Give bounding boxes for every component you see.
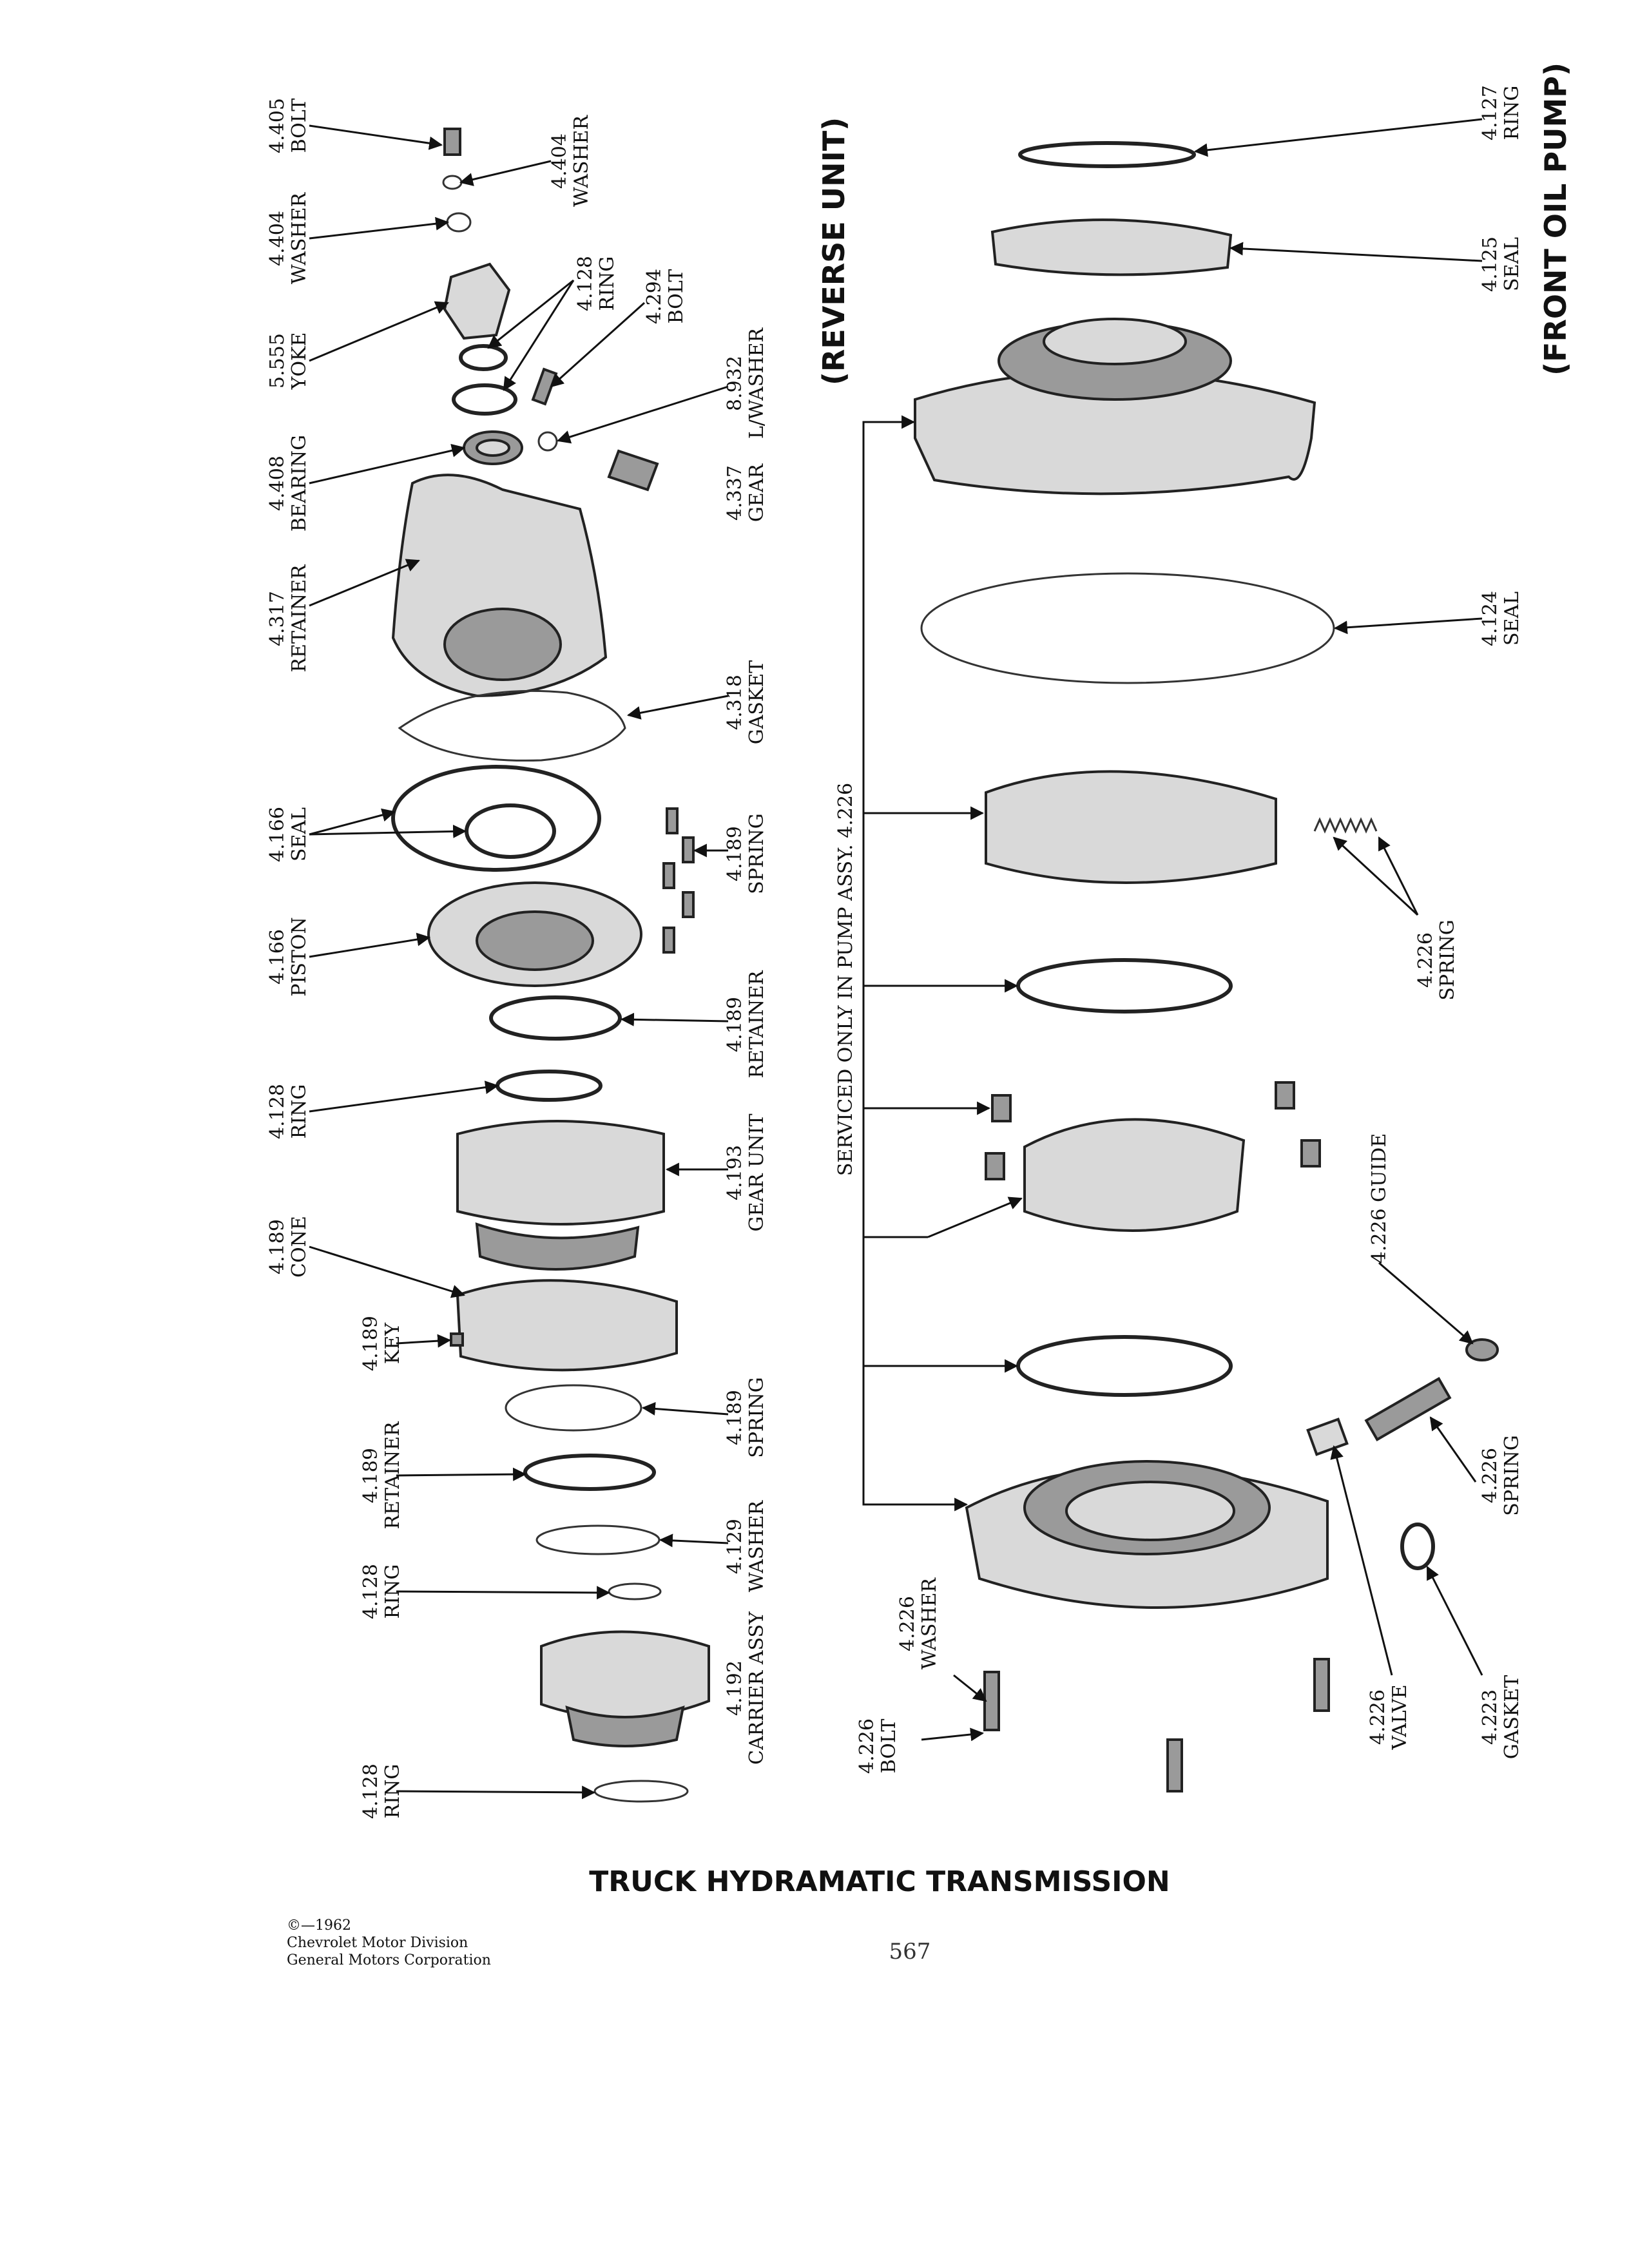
label-num: 4.318 bbox=[724, 675, 746, 730]
leader-washer-4129 bbox=[660, 1540, 728, 1543]
label-gear-unit-4193 bbox=[724, 1113, 768, 1231]
ring-4128-part-c bbox=[497, 1072, 601, 1100]
label-bolt-4294 bbox=[643, 269, 688, 324]
label-num: 4.405 bbox=[266, 98, 289, 153]
label-retainer-4189 bbox=[724, 970, 768, 1079]
label-carrier-4192 bbox=[724, 1611, 768, 1765]
bolt-4294-part bbox=[533, 369, 556, 404]
cone-4189-part bbox=[458, 1280, 677, 1370]
label-spring-4189 bbox=[724, 813, 768, 894]
label-num: 4.226 bbox=[1368, 1208, 1391, 1264]
label-num-name bbox=[1368, 1133, 1391, 1264]
retainer-4189-part-b bbox=[525, 1456, 654, 1489]
leader-gasket-4318 bbox=[628, 696, 728, 715]
vane-b bbox=[1276, 1082, 1294, 1108]
label-piston-4166 bbox=[266, 917, 311, 996]
label-num: 4.128 bbox=[360, 1763, 382, 1819]
label-num: 4.128 bbox=[266, 1084, 289, 1139]
pump-slide-part bbox=[986, 771, 1276, 883]
label-name: GASKET bbox=[1501, 1675, 1523, 1760]
label-seal-4124 bbox=[1479, 591, 1523, 646]
label-name: L/WASHER bbox=[746, 327, 768, 439]
label-name: RING bbox=[596, 256, 619, 311]
label-num: 5.555 bbox=[266, 333, 289, 389]
ring-4128-part-e bbox=[595, 1781, 688, 1802]
gasket-4318-part bbox=[400, 691, 625, 760]
credit-line-3: General Motors Corporation bbox=[287, 1952, 491, 1968]
washer-4129-part bbox=[537, 1526, 659, 1554]
label-num: 4.337 bbox=[724, 465, 746, 521]
label-num: 4.189 bbox=[360, 1448, 382, 1503]
seal-4166-inner-part bbox=[467, 805, 554, 857]
label-name: PISTON bbox=[288, 917, 311, 997]
retainer-4189-part bbox=[491, 997, 620, 1039]
label-name: SPRING bbox=[746, 1377, 768, 1458]
label-name: VALVE bbox=[1389, 1684, 1411, 1750]
label-name: BOLT bbox=[288, 98, 311, 153]
label-ring-4128-e bbox=[360, 1763, 404, 1819]
label-name: SPRING bbox=[746, 813, 768, 894]
credit-line-2: Chevrolet Motor Division bbox=[287, 1935, 468, 1951]
label-name: CARRIER ASSY bbox=[746, 1611, 768, 1765]
label-name: WASHER bbox=[918, 1577, 941, 1670]
label-num: 4.128 bbox=[574, 256, 597, 311]
vane-a bbox=[992, 1095, 1010, 1121]
label-num: 4.124 bbox=[1479, 591, 1501, 646]
label-springs-4226 bbox=[1414, 919, 1459, 1000]
gear-4337-part bbox=[609, 451, 657, 490]
label-name: RING bbox=[1501, 85, 1523, 140]
left-labels bbox=[266, 98, 404, 1819]
leader-ring-4128-d bbox=[396, 1591, 609, 1593]
label-num: 4.166 bbox=[266, 929, 289, 985]
label-lockwasher-8932 bbox=[724, 327, 768, 439]
label-gasket-4223 bbox=[1479, 1675, 1523, 1760]
label-name: RETAINER bbox=[381, 1421, 404, 1530]
right-labels bbox=[1367, 85, 1523, 1759]
label-name: SEAL bbox=[288, 807, 311, 862]
piston-4166-hub bbox=[477, 912, 593, 970]
label-yoke-5555 bbox=[266, 332, 311, 390]
label-num: 4.226 bbox=[1414, 932, 1437, 988]
label-num: 4.404 bbox=[548, 133, 571, 189]
key-4189-part bbox=[451, 1334, 463, 1345]
washer-4404-part-b bbox=[447, 213, 470, 231]
label-name: YOKE bbox=[288, 332, 311, 390]
page-number: 567 bbox=[889, 1939, 931, 1965]
leader-piston-4166 bbox=[309, 937, 429, 957]
label-bearing-4408 bbox=[266, 435, 311, 532]
label-name: SPRING bbox=[1436, 919, 1459, 1001]
credit-block bbox=[287, 1917, 491, 1968]
vane-d bbox=[986, 1153, 1004, 1179]
label-num: 4.189 bbox=[724, 997, 746, 1052]
leader-spring-4226 bbox=[1431, 1418, 1476, 1482]
label-key-4189 bbox=[360, 1316, 404, 1371]
label-num: 4.189 bbox=[360, 1316, 382, 1371]
label-name: RING bbox=[381, 1564, 404, 1619]
ring-4128-part-a bbox=[461, 346, 506, 369]
label-ring-4127 bbox=[1479, 85, 1523, 140]
seal-4124-part bbox=[921, 573, 1334, 683]
label-num: 4.404 bbox=[266, 211, 289, 266]
retainer-4317-bore bbox=[445, 609, 561, 680]
label-name: GEAR bbox=[746, 463, 768, 523]
label-num: 4.226 bbox=[1367, 1689, 1389, 1745]
bolt-4226-part-c bbox=[1315, 1659, 1329, 1711]
lockwasher-8932-part bbox=[539, 432, 557, 450]
label-name: SEAL bbox=[1501, 591, 1523, 646]
gear-unit-4193-part bbox=[458, 1121, 664, 1224]
leader-washer-4226 bbox=[954, 1675, 986, 1701]
front-oil-pump-parts bbox=[915, 143, 1498, 1791]
label-name: BOLT bbox=[878, 1718, 900, 1774]
label-bolt-4226 bbox=[856, 1718, 900, 1774]
label-cone-4189 bbox=[266, 1216, 311, 1278]
leader-guide-4226 bbox=[1379, 1263, 1472, 1343]
label-name: RETAINER bbox=[288, 564, 311, 673]
label-seal-4166 bbox=[266, 807, 311, 862]
label-guide-4226 bbox=[1368, 1133, 1391, 1264]
label-num: 4.317 bbox=[266, 591, 289, 646]
label-num: 4.226 bbox=[896, 1596, 919, 1651]
yoke-5555-part bbox=[445, 264, 509, 338]
springs-4226-part bbox=[1315, 820, 1376, 831]
leader-seal-4124 bbox=[1335, 619, 1482, 628]
label-bolt-4405 bbox=[266, 98, 311, 153]
ring-4127-part bbox=[1020, 143, 1194, 166]
leader-bolt-4405 bbox=[309, 126, 441, 145]
label-num: 4.226 bbox=[856, 1718, 878, 1774]
label-name: WASHER bbox=[570, 115, 593, 207]
label-gear-4337 bbox=[724, 463, 768, 523]
reverse-unit-parts bbox=[393, 129, 709, 1802]
label-name: BEARING bbox=[288, 434, 311, 532]
label-num: 4.189 bbox=[724, 826, 746, 881]
label-ring-4128-c bbox=[266, 1084, 311, 1139]
label-num: 4.223 bbox=[1479, 1689, 1501, 1745]
label-name: KEY bbox=[381, 1322, 404, 1365]
leader-seal-4166-b bbox=[309, 831, 465, 834]
label-ring-4128-d bbox=[360, 1564, 404, 1619]
leader-lockwasher-8932 bbox=[558, 387, 728, 441]
label-name: GEAR UNIT bbox=[746, 1113, 768, 1232]
reverse-unit-heading: (REVERSE UNIT) bbox=[816, 117, 851, 386]
label-retainer-4317 bbox=[266, 564, 311, 673]
label-washer-4404-mid bbox=[548, 114, 593, 207]
bolt-4226-part-b bbox=[1168, 1740, 1182, 1791]
leader-seal-4125 bbox=[1231, 248, 1482, 261]
label-name: SEAL bbox=[1501, 236, 1523, 292]
page-title: TRUCK HYDRAMATIC TRANSMISSION bbox=[589, 1865, 1170, 1898]
label-num: 4.189 bbox=[266, 1219, 289, 1274]
label-name: RETAINER bbox=[746, 970, 768, 1079]
ring-4128-part-b bbox=[454, 385, 516, 414]
label-spring-4226 bbox=[1479, 1435, 1523, 1515]
label-spring-4189-b bbox=[724, 1377, 768, 1457]
spring-4226-coil-part bbox=[1366, 1379, 1450, 1439]
label-valve-4226 bbox=[1367, 1684, 1411, 1750]
label-name: GUIDE bbox=[1368, 1133, 1391, 1202]
service-arrow-rotor bbox=[928, 1198, 1021, 1237]
label-num: 4.294 bbox=[643, 269, 666, 324]
vane-ring-part bbox=[1018, 960, 1231, 1012]
label-name: BOLT bbox=[665, 269, 688, 324]
leader-springs-4226-b bbox=[1379, 838, 1418, 915]
label-num: 4.226 bbox=[1479, 1448, 1501, 1503]
label-num: 4.408 bbox=[266, 456, 289, 511]
label-name: RING bbox=[288, 1084, 311, 1139]
label-num: 4.166 bbox=[266, 807, 289, 862]
label-retainer-4189-b bbox=[360, 1421, 404, 1530]
leader-cone-4189 bbox=[309, 1247, 464, 1295]
label-name: RING bbox=[381, 1763, 404, 1819]
leader-retainer-4189-b bbox=[396, 1474, 525, 1475]
seal-4125-part bbox=[992, 220, 1231, 274]
label-name: GASKET bbox=[746, 660, 768, 745]
rotor-part bbox=[1025, 1119, 1244, 1231]
label-washer-4404-left bbox=[266, 191, 311, 284]
pump-cover-neck bbox=[1044, 319, 1186, 364]
label-name: CONE bbox=[288, 1216, 311, 1278]
leader-ring-4128-e bbox=[396, 1791, 594, 1792]
gasket-4223-part bbox=[1402, 1524, 1433, 1568]
leader-yoke-5555 bbox=[309, 303, 448, 361]
label-seal-4125 bbox=[1479, 236, 1523, 292]
leader-seal-4166-a bbox=[309, 812, 394, 834]
carrier-4192-part bbox=[541, 1632, 709, 1718]
ring-4128-part-d bbox=[609, 1584, 660, 1599]
leader-springs-4226-a bbox=[1334, 838, 1418, 915]
credit-line-1: ©—1962 bbox=[287, 1917, 351, 1934]
leader-gasket-4223 bbox=[1427, 1567, 1482, 1675]
leader-key-4189 bbox=[396, 1340, 450, 1343]
front-oil-pump-heading: (FRONT OIL PUMP) bbox=[1538, 62, 1573, 376]
bolt-4226-part-a bbox=[985, 1672, 999, 1730]
label-ring-4128-ab bbox=[574, 256, 619, 311]
leader-washer-4404-mid bbox=[461, 161, 551, 182]
label-washer-4226 bbox=[896, 1577, 941, 1669]
spring-4189-part bbox=[506, 1385, 641, 1430]
valve-4226-part bbox=[1308, 1419, 1347, 1455]
label-num: 4.192 bbox=[724, 1660, 746, 1716]
leader-spring-4189-b bbox=[643, 1408, 728, 1414]
label-name: WASHER bbox=[746, 1500, 768, 1593]
pump-body-bore-inner bbox=[1066, 1482, 1234, 1540]
vane-c bbox=[1302, 1140, 1320, 1166]
label-gasket-4318 bbox=[724, 660, 768, 745]
leader-bolt-4226 bbox=[921, 1733, 983, 1740]
label-num: 4.189 bbox=[724, 1390, 746, 1445]
leader-ring-4128-c bbox=[309, 1086, 497, 1111]
leader-retainer-4189 bbox=[622, 1019, 728, 1021]
leader-valve-4226 bbox=[1334, 1446, 1392, 1675]
vane-ring-part-b bbox=[1018, 1337, 1231, 1395]
label-num: 4.127 bbox=[1479, 85, 1501, 140]
leader-ring-4127 bbox=[1195, 119, 1482, 151]
label-name: WASHER bbox=[288, 192, 311, 285]
label-washer-4129 bbox=[724, 1499, 768, 1592]
service-bracket-line bbox=[863, 422, 963, 1504]
gear-unit-4193-teeth bbox=[477, 1224, 638, 1269]
leader-ring-4128-b bbox=[504, 280, 574, 390]
label-num: 4.129 bbox=[724, 1519, 746, 1574]
bearing-4408-bore bbox=[477, 440, 509, 456]
label-num: 4.125 bbox=[1479, 236, 1501, 292]
label-num: 8.932 bbox=[724, 356, 746, 411]
bolt-4405-part bbox=[445, 129, 460, 155]
label-name: SPRING bbox=[1501, 1435, 1523, 1516]
leader-washer-4404-left bbox=[309, 222, 448, 238]
leader-bolt-4294 bbox=[551, 303, 644, 387]
label-num: 4.193 bbox=[724, 1145, 746, 1200]
service-note: SERVICED ONLY IN PUMP ASSY. 4.226 bbox=[834, 782, 857, 1177]
springs-4189-part bbox=[664, 809, 693, 952]
label-num: 4.128 bbox=[360, 1564, 382, 1619]
washer-4404-part-a bbox=[443, 176, 461, 189]
